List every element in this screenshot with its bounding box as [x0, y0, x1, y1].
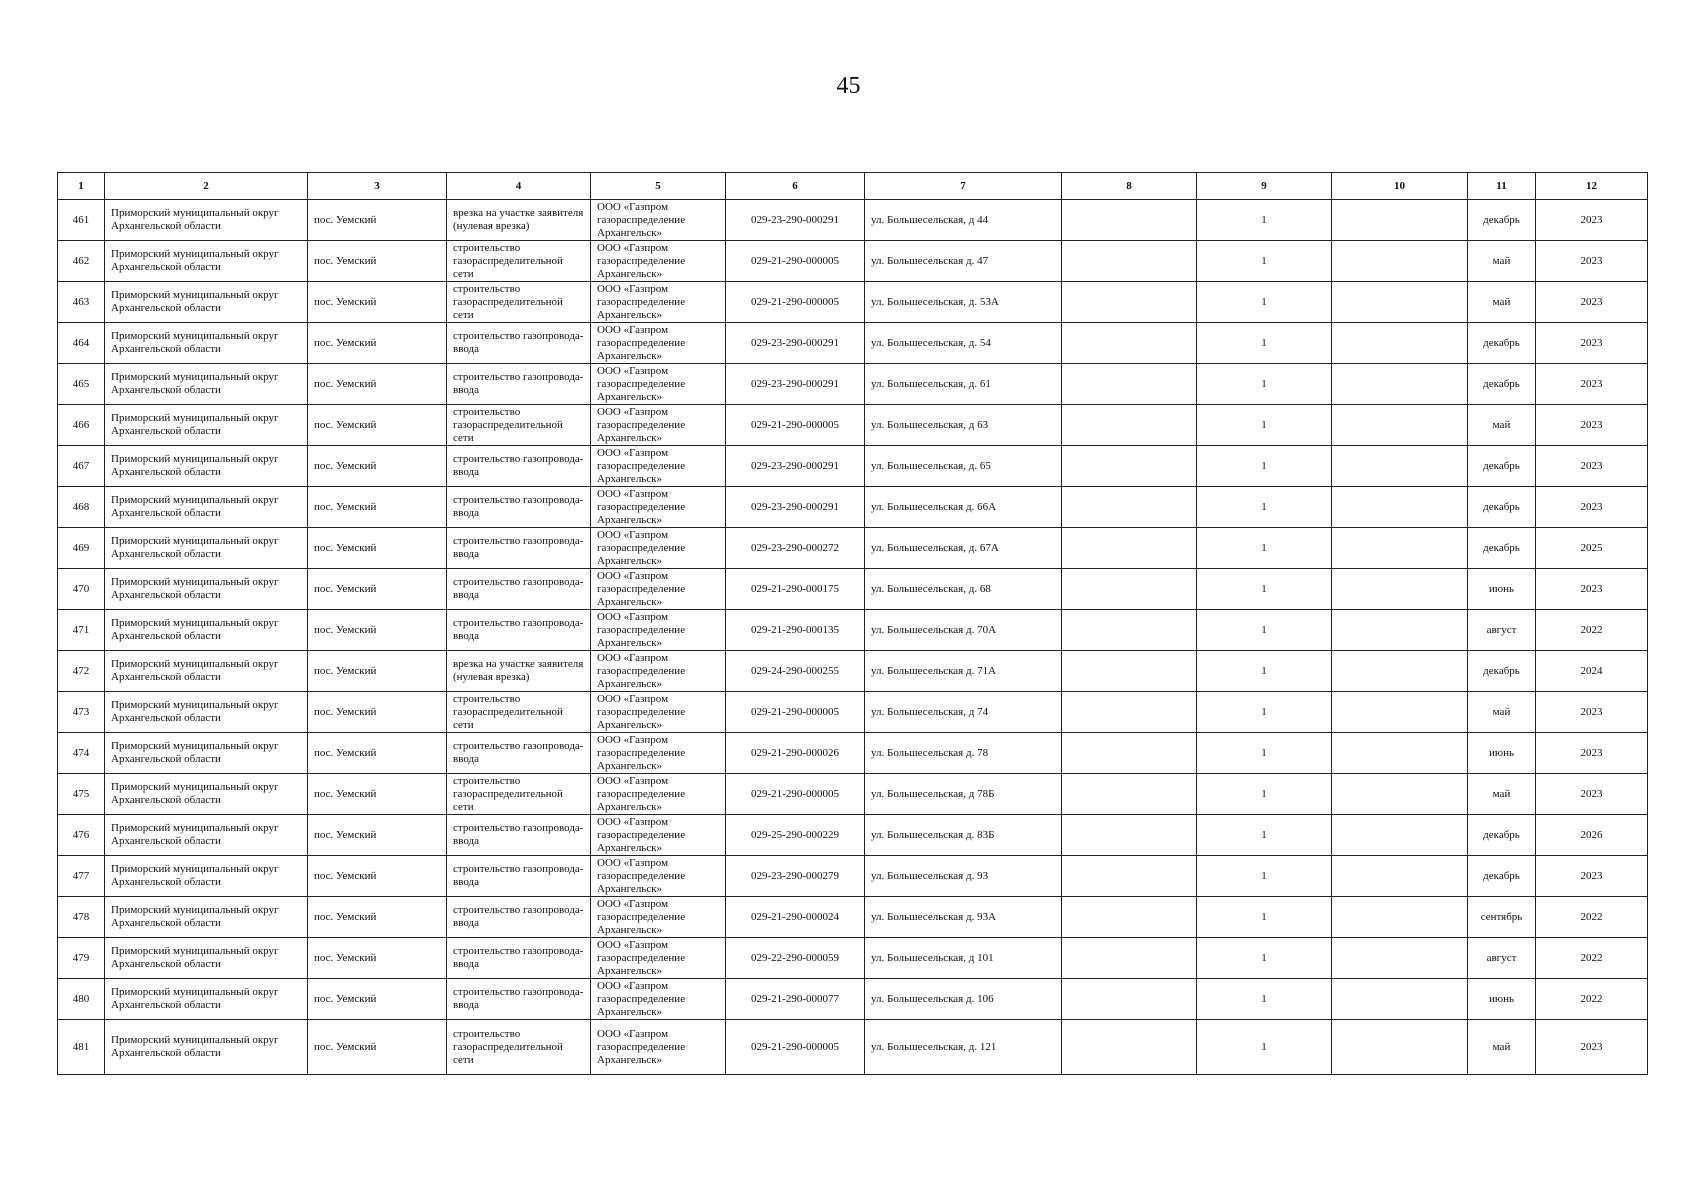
municipality-cell: Приморский муниципальный округ Архангельской области [105, 446, 308, 487]
year-cell: 2023 [1536, 1020, 1648, 1075]
settlement-cell: пос. Уемский [308, 856, 447, 897]
year-cell: 2023 [1536, 487, 1648, 528]
municipality-cell: Приморский муниципальный округ Архангельской области [105, 856, 308, 897]
municipality-cell: Приморский муниципальный округ Архангельской области [105, 323, 308, 364]
year-cell: 2023 [1536, 405, 1648, 446]
year-cell: 2023 [1536, 200, 1648, 241]
settlement-cell: пос. Уемский [308, 815, 447, 856]
column-header-5: 5 [591, 173, 726, 200]
table-row [58, 364, 1648, 405]
organization-cell: ООО «Газпром газораспределение Архангельск» [591, 364, 726, 405]
address-cell: ул. Большесельская, д 78Б [865, 774, 1062, 815]
row-number-cell: 477 [58, 856, 105, 897]
year-cell: 2023 [1536, 692, 1648, 733]
column-8-cell [1062, 938, 1197, 979]
settlement-cell: пос. Уемский [308, 282, 447, 323]
month-cell: декабрь [1468, 200, 1536, 241]
settlement-cell: пос. Уемский [308, 692, 447, 733]
municipality-cell: Приморский муниципальный округ Архангельской области [105, 405, 308, 446]
year-cell: 2023 [1536, 282, 1648, 323]
year-cell: 2023 [1536, 446, 1648, 487]
table-row [58, 487, 1648, 528]
address-cell: ул. Большесельская, д. 67А [865, 528, 1062, 569]
year-cell: 2022 [1536, 979, 1648, 1020]
month-cell: сентябрь [1468, 897, 1536, 938]
work-type-cell: врезка на участке заявителя (нулевая врезка) [447, 200, 591, 241]
year-cell: 2023 [1536, 569, 1648, 610]
organization-cell: ООО «Газпром газораспределение Архангельск» [591, 282, 726, 323]
address-cell: ул. Большесельская д. 93А [865, 897, 1062, 938]
column-8-cell [1062, 487, 1197, 528]
quantity-cell: 1 [1197, 979, 1332, 1020]
table-row [58, 774, 1648, 815]
month-cell: декабрь [1468, 651, 1536, 692]
contract-number-cell: 029-21-290-000175 [726, 569, 865, 610]
address-cell: ул. Большесельская, д 101 [865, 938, 1062, 979]
organization-cell: ООО «Газпром газораспределение Архангельск» [591, 774, 726, 815]
column-8-cell [1062, 651, 1197, 692]
column-10-cell [1332, 487, 1468, 528]
organization-cell: ООО «Газпром газораспределение Архангельск» [591, 897, 726, 938]
quantity-cell: 1 [1197, 856, 1332, 897]
address-cell: ул. Большесельская д. 71А [865, 651, 1062, 692]
column-header-9: 9 [1197, 173, 1332, 200]
organization-cell: ООО «Газпром газораспределение Архангельск» [591, 1020, 726, 1075]
quantity-cell: 1 [1197, 200, 1332, 241]
row-number-cell: 466 [58, 405, 105, 446]
settlement-cell: пос. Уемский [308, 733, 447, 774]
municipality-cell: Приморский муниципальный округ Архангельской области [105, 610, 308, 651]
column-8-cell [1062, 241, 1197, 282]
column-10-cell [1332, 815, 1468, 856]
organization-cell: ООО «Газпром газораспределение Архангельск» [591, 938, 726, 979]
work-type-cell: строительство газораспределительной сети [447, 1020, 591, 1075]
month-cell: август [1468, 610, 1536, 651]
column-header-12: 12 [1536, 173, 1648, 200]
column-10-cell [1332, 938, 1468, 979]
column-header-3: 3 [308, 173, 447, 200]
row-number-cell: 475 [58, 774, 105, 815]
municipality-cell: Приморский муниципальный округ Архангельской области [105, 528, 308, 569]
organization-cell: ООО «Газпром газораспределение Архангельск» [591, 241, 726, 282]
settlement-cell: пос. Уемский [308, 1020, 447, 1075]
address-cell: ул. Большесельская д. 106 [865, 979, 1062, 1020]
table-row [58, 200, 1648, 241]
row-number-cell: 469 [58, 528, 105, 569]
quantity-cell: 1 [1197, 610, 1332, 651]
column-8-cell [1062, 569, 1197, 610]
row-number-cell: 465 [58, 364, 105, 405]
work-type-cell: строительство газопровода-ввода [447, 733, 591, 774]
month-cell: август [1468, 938, 1536, 979]
table-body [58, 200, 1648, 1075]
quantity-cell: 1 [1197, 487, 1332, 528]
row-number-cell: 467 [58, 446, 105, 487]
column-8-cell [1062, 856, 1197, 897]
municipality-cell: Приморский муниципальный округ Архангельской области [105, 487, 308, 528]
year-cell: 2024 [1536, 651, 1648, 692]
contract-number-cell: 029-21-290-000005 [726, 774, 865, 815]
municipality-cell: Приморский муниципальный округ Архангельской области [105, 692, 308, 733]
address-cell: ул. Большесельская д. 78 [865, 733, 1062, 774]
year-cell: 2022 [1536, 938, 1648, 979]
contract-number-cell: 029-21-290-000005 [726, 1020, 865, 1075]
column-header-1: 1 [58, 173, 105, 200]
settlement-cell: пос. Уемский [308, 405, 447, 446]
municipality-cell: Приморский муниципальный округ Архангельской области [105, 200, 308, 241]
row-number-cell: 471 [58, 610, 105, 651]
quantity-cell: 1 [1197, 569, 1332, 610]
column-10-cell [1332, 364, 1468, 405]
municipality-cell: Приморский муниципальный округ Архангельской области [105, 651, 308, 692]
work-type-cell: строительство газопровода-ввода [447, 856, 591, 897]
quantity-cell: 1 [1197, 897, 1332, 938]
row-number-cell: 470 [58, 569, 105, 610]
organization-cell: ООО «Газпром газораспределение Архангельск» [591, 979, 726, 1020]
table-row [58, 938, 1648, 979]
column-8-cell [1062, 733, 1197, 774]
settlement-cell: пос. Уемский [308, 200, 447, 241]
column-8-cell [1062, 692, 1197, 733]
address-cell: ул. Большесельская, д. 68 [865, 569, 1062, 610]
year-cell: 2025 [1536, 528, 1648, 569]
work-type-cell: строительство газопровода-ввода [447, 446, 591, 487]
organization-cell: ООО «Газпром газораспределение Архангельск» [591, 733, 726, 774]
table-row [58, 692, 1648, 733]
address-cell: ул. Большесельская, д. 53А [865, 282, 1062, 323]
column-8-cell [1062, 200, 1197, 241]
contract-number-cell: 029-22-290-000059 [726, 938, 865, 979]
work-type-cell: строительство газопровода-ввода [447, 815, 591, 856]
month-cell: декабрь [1468, 815, 1536, 856]
quantity-cell: 1 [1197, 323, 1332, 364]
table-row [58, 241, 1648, 282]
contract-number-cell: 029-25-290-000229 [726, 815, 865, 856]
organization-cell: ООО «Газпром газораспределение Архангельск» [591, 651, 726, 692]
column-header-4: 4 [447, 173, 591, 200]
address-cell: ул. Большесельская, д. 54 [865, 323, 1062, 364]
address-cell: ул. Большесельская д. 70А [865, 610, 1062, 651]
table-row [58, 651, 1648, 692]
address-cell: ул. Большесельская, д. 121 [865, 1020, 1062, 1075]
municipality-cell: Приморский муниципальный округ Архангельской области [105, 241, 308, 282]
column-8-cell [1062, 897, 1197, 938]
row-number-cell: 461 [58, 200, 105, 241]
settlement-cell: пос. Уемский [308, 323, 447, 364]
municipality-cell: Приморский муниципальный округ Архангельской области [105, 938, 308, 979]
month-cell: декабрь [1468, 323, 1536, 364]
row-number-cell: 481 [58, 1020, 105, 1075]
settlement-cell: пос. Уемский [308, 979, 447, 1020]
quantity-cell: 1 [1197, 651, 1332, 692]
column-header-6: 6 [726, 173, 865, 200]
contract-number-cell: 029-21-290-000005 [726, 282, 865, 323]
column-10-cell [1332, 282, 1468, 323]
column-8-cell [1062, 405, 1197, 446]
organization-cell: ООО «Газпром газораспределение Архангельск» [591, 446, 726, 487]
year-cell: 2023 [1536, 241, 1648, 282]
year-cell: 2022 [1536, 610, 1648, 651]
year-cell: 2022 [1536, 897, 1648, 938]
header-row [58, 173, 1648, 200]
quantity-cell: 1 [1197, 938, 1332, 979]
settlement-cell: пос. Уемский [308, 528, 447, 569]
organization-cell: ООО «Газпром газораспределение Архангельск» [591, 405, 726, 446]
address-cell: ул. Большесельская, д 74 [865, 692, 1062, 733]
column-8-cell [1062, 364, 1197, 405]
address-cell: ул. Большесельская д. 93 [865, 856, 1062, 897]
column-header-11: 11 [1468, 173, 1536, 200]
municipality-cell: Приморский муниципальный округ Архангельской области [105, 733, 308, 774]
year-cell: 2023 [1536, 733, 1648, 774]
contract-number-cell: 029-23-290-000291 [726, 487, 865, 528]
work-type-cell: строительство газопровода-ввода [447, 610, 591, 651]
column-8-cell [1062, 282, 1197, 323]
quantity-cell: 1 [1197, 1020, 1332, 1075]
quantity-cell: 1 [1197, 528, 1332, 569]
column-10-cell [1332, 1020, 1468, 1075]
column-10-cell [1332, 323, 1468, 364]
municipality-cell: Приморский муниципальный округ Архангельской области [105, 815, 308, 856]
row-number-cell: 479 [58, 938, 105, 979]
quantity-cell: 1 [1197, 446, 1332, 487]
work-type-cell: строительство газопровода-ввода [447, 364, 591, 405]
column-10-cell [1332, 200, 1468, 241]
column-header-7: 7 [865, 173, 1062, 200]
year-cell: 2026 [1536, 815, 1648, 856]
organization-cell: ООО «Газпром газораспределение Архангельск» [591, 692, 726, 733]
work-type-cell: строительство газопровода-ввода [447, 323, 591, 364]
settlement-cell: пос. Уемский [308, 364, 447, 405]
table-row [58, 446, 1648, 487]
column-header-10: 10 [1332, 173, 1468, 200]
month-cell: май [1468, 282, 1536, 323]
quantity-cell: 1 [1197, 774, 1332, 815]
address-cell: ул. Большесельская д. 47 [865, 241, 1062, 282]
contract-number-cell: 029-23-290-000272 [726, 528, 865, 569]
column-8-cell [1062, 774, 1197, 815]
table-row [58, 282, 1648, 323]
quantity-cell: 1 [1197, 692, 1332, 733]
column-10-cell [1332, 733, 1468, 774]
month-cell: декабрь [1468, 487, 1536, 528]
contract-number-cell: 029-21-290-000005 [726, 405, 865, 446]
work-type-cell: врезка на участке заявителя (нулевая врезка) [447, 651, 591, 692]
row-number-cell: 464 [58, 323, 105, 364]
quantity-cell: 1 [1197, 241, 1332, 282]
quantity-cell: 1 [1197, 364, 1332, 405]
settlement-cell: пос. Уемский [308, 610, 447, 651]
table-row [58, 528, 1648, 569]
column-8-cell [1062, 610, 1197, 651]
month-cell: май [1468, 241, 1536, 282]
column-10-cell [1332, 692, 1468, 733]
work-type-cell: строительство газопровода-ввода [447, 487, 591, 528]
work-type-cell: строительство газораспределительной сети [447, 282, 591, 323]
settlement-cell: пос. Уемский [308, 569, 447, 610]
work-type-cell: строительство газораспределительной сети [447, 692, 591, 733]
address-cell: ул. Большесельская, д. 65 [865, 446, 1062, 487]
quantity-cell: 1 [1197, 405, 1332, 446]
month-cell: июнь [1468, 733, 1536, 774]
year-cell: 2023 [1536, 323, 1648, 364]
row-number-cell: 468 [58, 487, 105, 528]
column-8-cell [1062, 815, 1197, 856]
month-cell: июнь [1468, 569, 1536, 610]
organization-cell: ООО «Газпром газораспределение Архангельск» [591, 323, 726, 364]
month-cell: декабрь [1468, 528, 1536, 569]
month-cell: декабрь [1468, 364, 1536, 405]
table-row [58, 610, 1648, 651]
work-type-cell: строительство газораспределительной сети [447, 241, 591, 282]
table-row [58, 856, 1648, 897]
work-type-cell: строительство газораспределительной сети [447, 774, 591, 815]
municipality-cell: Приморский муниципальный округ Архангельской области [105, 897, 308, 938]
address-cell: ул. Большесельская д. 83Б [865, 815, 1062, 856]
month-cell: май [1468, 1020, 1536, 1075]
contract-number-cell: 029-21-290-000005 [726, 692, 865, 733]
settlement-cell: пос. Уемский [308, 651, 447, 692]
table-row [58, 815, 1648, 856]
work-type-cell: строительство газораспределительной сети [447, 405, 591, 446]
municipality-cell: Приморский муниципальный округ Архангельской области [105, 569, 308, 610]
work-type-cell: строительство газопровода-ввода [447, 897, 591, 938]
organization-cell: ООО «Газпром газораспределение Архангельск» [591, 487, 726, 528]
page-number: 45 [836, 73, 861, 99]
column-10-cell [1332, 446, 1468, 487]
quantity-cell: 1 [1197, 733, 1332, 774]
municipality-cell: Приморский муниципальный округ Архангельской области [105, 364, 308, 405]
column-8-cell [1062, 979, 1197, 1020]
year-cell: 2023 [1536, 856, 1648, 897]
table-row [58, 405, 1648, 446]
organization-cell: ООО «Газпром газораспределение Архангельск» [591, 528, 726, 569]
settlement-cell: пос. Уемский [308, 446, 447, 487]
address-cell: ул. Большесельская, д 63 [865, 405, 1062, 446]
month-cell: май [1468, 692, 1536, 733]
month-cell: май [1468, 405, 1536, 446]
contract-number-cell: 029-21-290-000135 [726, 610, 865, 651]
table-row [58, 733, 1648, 774]
settlement-cell: пос. Уемский [308, 774, 447, 815]
row-number-cell: 462 [58, 241, 105, 282]
organization-cell: ООО «Газпром газораспределение Архангельск» [591, 610, 726, 651]
column-8-cell [1062, 323, 1197, 364]
table-row [58, 569, 1648, 610]
table-row [58, 897, 1648, 938]
settlement-cell: пос. Уемский [308, 897, 447, 938]
month-cell: декабрь [1468, 856, 1536, 897]
contract-number-cell: 029-23-290-000291 [726, 364, 865, 405]
organization-cell: ООО «Газпром газораспределение Архангельск» [591, 200, 726, 241]
year-cell: 2023 [1536, 364, 1648, 405]
month-cell: декабрь [1468, 446, 1536, 487]
contract-number-cell: 029-24-290-000255 [726, 651, 865, 692]
contract-number-cell: 029-21-290-000024 [726, 897, 865, 938]
column-8-cell [1062, 1020, 1197, 1075]
row-number-cell: 476 [58, 815, 105, 856]
column-10-cell [1332, 856, 1468, 897]
column-10-cell [1332, 610, 1468, 651]
quantity-cell: 1 [1197, 815, 1332, 856]
column-10-cell [1332, 651, 1468, 692]
month-cell: май [1468, 774, 1536, 815]
contract-number-cell: 029-23-290-000291 [726, 323, 865, 364]
table-row [58, 1020, 1648, 1075]
table-header [58, 173, 1648, 200]
work-type-cell: строительство газопровода-ввода [447, 569, 591, 610]
work-type-cell: строительство газопровода-ввода [447, 979, 591, 1020]
settlement-cell: пос. Уемский [308, 241, 447, 282]
organization-cell: ООО «Газпром газораспределение Архангельск» [591, 815, 726, 856]
municipality-cell: Приморский муниципальный округ Архангельской области [105, 282, 308, 323]
work-type-cell: строительство газопровода-ввода [447, 938, 591, 979]
contract-number-cell: 029-21-290-000026 [726, 733, 865, 774]
quantity-cell: 1 [1197, 282, 1332, 323]
row-number-cell: 478 [58, 897, 105, 938]
contract-number-cell: 029-23-290-000291 [726, 200, 865, 241]
column-8-cell [1062, 528, 1197, 569]
column-header-2: 2 [105, 173, 308, 200]
column-10-cell [1332, 528, 1468, 569]
address-cell: ул. Большесельская, д. 61 [865, 364, 1062, 405]
registry-table [57, 172, 1648, 1075]
column-10-cell [1332, 569, 1468, 610]
address-cell: ул. Большесельская, д 44 [865, 200, 1062, 241]
row-number-cell: 463 [58, 282, 105, 323]
column-10-cell [1332, 774, 1468, 815]
row-number-cell: 473 [58, 692, 105, 733]
address-cell: ул. Большесельская д. 66А [865, 487, 1062, 528]
column-10-cell [1332, 897, 1468, 938]
organization-cell: ООО «Газпром газораспределение Архангельск» [591, 856, 726, 897]
row-number-cell: 480 [58, 979, 105, 1020]
contract-number-cell: 029-23-290-000291 [726, 446, 865, 487]
contract-number-cell: 029-21-290-000077 [726, 979, 865, 1020]
contract-number-cell: 029-23-290-000279 [726, 856, 865, 897]
month-cell: июнь [1468, 979, 1536, 1020]
year-cell: 2023 [1536, 774, 1648, 815]
work-type-cell: строительство газопровода-ввода [447, 528, 591, 569]
municipality-cell: Приморский муниципальный округ Архангельской области [105, 774, 308, 815]
column-10-cell [1332, 979, 1468, 1020]
table-row [58, 323, 1648, 364]
row-number-cell: 472 [58, 651, 105, 692]
column-10-cell [1332, 405, 1468, 446]
municipality-cell: Приморский муниципальный округ Архангельской области [105, 979, 308, 1020]
table-row [58, 979, 1648, 1020]
column-8-cell [1062, 446, 1197, 487]
row-number-cell: 474 [58, 733, 105, 774]
settlement-cell: пос. Уемский [308, 938, 447, 979]
contract-number-cell: 029-21-290-000005 [726, 241, 865, 282]
column-header-8: 8 [1062, 173, 1197, 200]
column-10-cell [1332, 241, 1468, 282]
municipality-cell: Приморский муниципальный округ Архангельской области [105, 1020, 308, 1075]
organization-cell: ООО «Газпром газораспределение Архангельск» [591, 569, 726, 610]
settlement-cell: пос. Уемский [308, 487, 447, 528]
